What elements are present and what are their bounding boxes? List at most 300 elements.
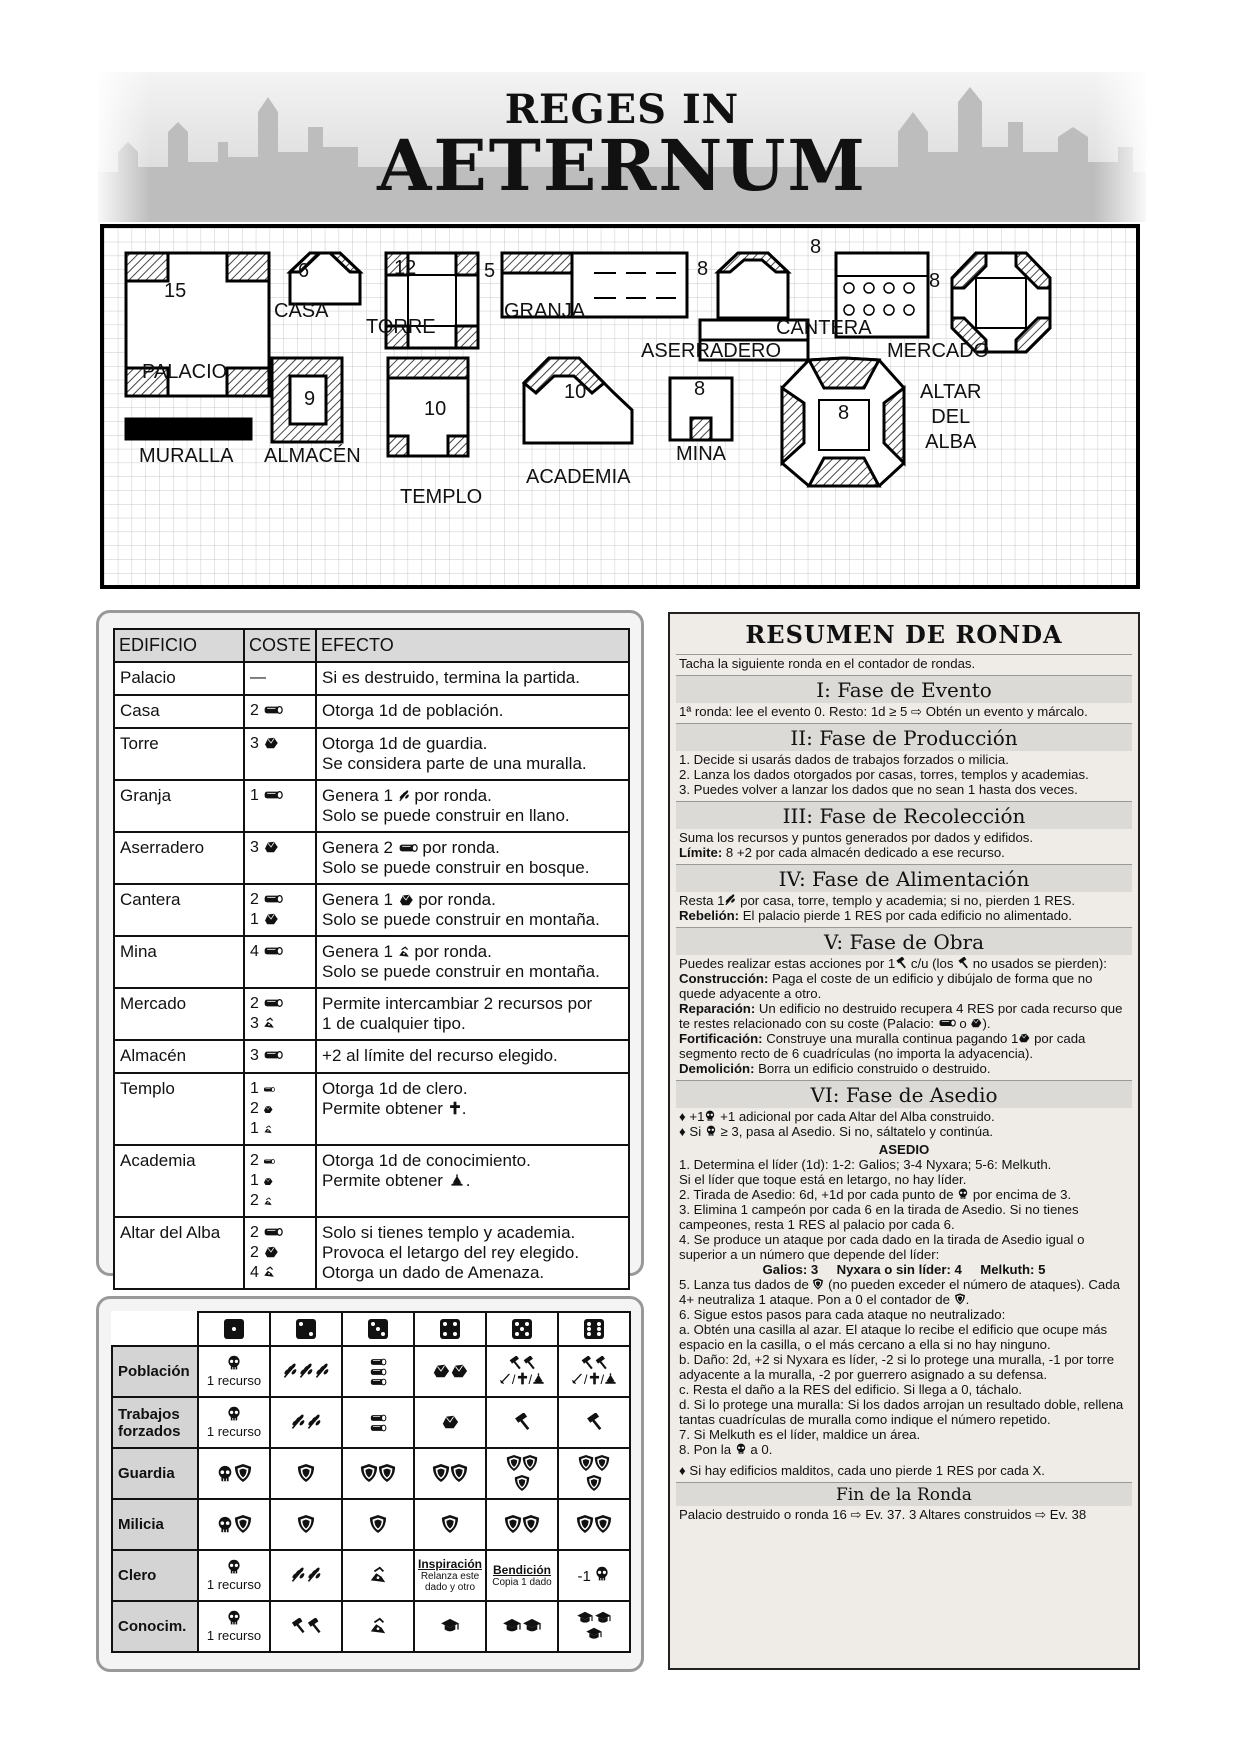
reparacion-text: ). xyxy=(982,1016,991,1031)
cost-amount: 3 xyxy=(250,1047,259,1064)
effect-line: Permite intercambiar 2 recursos por xyxy=(322,994,593,1013)
wheat-icon xyxy=(306,1414,322,1430)
building-effect xyxy=(316,832,629,884)
muralla-label: MURALLA xyxy=(139,445,234,467)
hammer-icon xyxy=(580,1356,594,1370)
recurso-text: 1 recurso xyxy=(206,1424,262,1439)
building-cost: — xyxy=(244,662,316,695)
end-text: Palacio destruido o ronda 16 ⇨ Ev. 37. 3 Altares construidos ⇨ Ev. 38 xyxy=(679,1507,1087,1522)
effect-line: Solo se puede construir en montaña. xyxy=(322,962,600,981)
limite-label: Límite: xyxy=(679,845,723,860)
table-row xyxy=(112,1346,630,1397)
header-edificio: EDIFICIO xyxy=(114,629,244,662)
fortificacion-text: Construye una muralla continua pagando 1 xyxy=(762,1031,1019,1046)
cantera-value: 8 xyxy=(810,236,822,258)
wheat-icon xyxy=(724,894,736,906)
building-name: Torre xyxy=(114,728,244,780)
stone-icon xyxy=(263,737,279,749)
phase-6-title: VI: Fase de Asedio xyxy=(676,1080,1132,1108)
ore-icon xyxy=(263,1017,275,1029)
torre-label: TORRE xyxy=(366,316,436,338)
row-label: Clero xyxy=(112,1550,198,1601)
buildings-table-panel xyxy=(96,610,644,1282)
asedio-step: (no pueden exceder el número de ataques). Cada 4+ neutraliza 1 ataque. Pon a 0 el contador de xyxy=(679,1277,1120,1307)
header-coste: COSTE xyxy=(244,629,316,662)
building-name: Altar del Alba xyxy=(114,1217,244,1289)
building-effect xyxy=(316,728,629,780)
wheat-icon xyxy=(290,1414,306,1430)
asedio-step: a 0. xyxy=(746,1442,773,1457)
table-row xyxy=(114,780,629,832)
inspiracion-text: Relanza este dado y otro xyxy=(420,1571,480,1593)
phase-4-text-part: Resta 1 xyxy=(679,893,725,908)
phase-5-text-part: c/u (los xyxy=(907,956,958,971)
table-row xyxy=(114,1145,629,1217)
building-cost xyxy=(244,884,316,936)
log-icon xyxy=(263,1085,275,1094)
dice-cell xyxy=(558,1550,630,1601)
muralla-shape xyxy=(126,419,251,439)
phase-6-text-part: +1 adicional por cada Altar del Alba construido. xyxy=(716,1109,995,1124)
shield-icon xyxy=(504,1514,522,1534)
phase-6-text-part: ≥ 3, pasa al Asedio. Si no, sáltatelo y continúa. xyxy=(716,1124,994,1139)
cost-amount: 2 xyxy=(250,1244,259,1261)
dice-cell xyxy=(342,1601,414,1652)
dice-cell xyxy=(270,1397,342,1448)
dice-cell xyxy=(486,1499,558,1550)
table-row xyxy=(114,695,629,728)
dice-cell xyxy=(414,1550,486,1601)
phase-4-text xyxy=(676,892,1132,924)
dice-cell xyxy=(558,1601,630,1652)
table-row xyxy=(112,1499,630,1550)
cost-amount: 2 xyxy=(250,891,259,908)
casa-label: CASA xyxy=(274,300,329,322)
building-name: Mercado xyxy=(114,988,244,1040)
die-5-icon xyxy=(486,1312,558,1346)
shield-icon xyxy=(450,1463,468,1483)
cost-amount: 3 xyxy=(250,1015,259,1032)
asedio-step: 6. Sigue estos pasos para cada ataque no neutralizado: xyxy=(679,1307,1006,1322)
asedio-step: por encima de 3. xyxy=(969,1187,1072,1202)
table-row xyxy=(114,884,629,936)
cross-icon xyxy=(448,1101,462,1115)
effect-line: Otorga un dado de Amenaza. xyxy=(322,1263,545,1282)
table-row xyxy=(114,1040,629,1073)
phase-2-title: II: Fase de Producción xyxy=(676,723,1132,751)
log-icon xyxy=(263,997,283,1009)
demolicion-text: Borra un edificio construido o destruido. xyxy=(754,1061,991,1076)
table-row xyxy=(112,1448,630,1499)
dice-cell xyxy=(558,1448,630,1499)
ore-icon xyxy=(263,1125,273,1134)
skull-icon xyxy=(704,1110,716,1122)
mercado-label: MERCADO xyxy=(887,340,990,362)
cost-amount: 2 xyxy=(250,1192,259,1209)
summary-title: RESUMEN DE RONDA xyxy=(745,620,1063,649)
effect-line: Se considera parte de una muralla. xyxy=(322,754,587,773)
academia-value: 10 xyxy=(564,381,587,403)
granja-value: 5 xyxy=(484,260,496,282)
log-icon xyxy=(938,1017,956,1029)
shield-icon xyxy=(506,1454,522,1472)
table-row xyxy=(114,1217,629,1289)
asedio-step: 5. Lanza tus dados de xyxy=(679,1277,809,1292)
skull-icon xyxy=(216,1516,234,1534)
effect-text: Genera 1 xyxy=(322,890,393,909)
academia-label: ACADEMIA xyxy=(526,466,631,488)
shield-icon xyxy=(522,1514,540,1534)
stone-icon xyxy=(450,1363,468,1379)
rebelion-text: El palacio pierde 1 RES por cada edificio no alimentado. xyxy=(739,908,1072,923)
log-icon xyxy=(369,1377,387,1387)
stone-icon xyxy=(970,1017,982,1029)
dice-cell xyxy=(270,1601,342,1652)
shield-icon xyxy=(297,1514,315,1534)
graduation-cap-icon xyxy=(522,1618,542,1634)
palacio-value: 15 xyxy=(164,280,187,302)
dice-cell xyxy=(198,1397,270,1448)
log-icon xyxy=(263,1049,283,1061)
building-cost xyxy=(244,1040,316,1073)
building-effect xyxy=(316,1217,629,1289)
building-cost xyxy=(244,832,316,884)
asedio-step: 8. Pon la xyxy=(679,1442,732,1457)
recurso-text: 1 recurso xyxy=(206,1628,262,1643)
row-label: Población xyxy=(112,1346,198,1397)
dice-results-table xyxy=(111,1311,631,1653)
cost-amount: 1 xyxy=(250,911,259,928)
building-cost xyxy=(244,780,316,832)
melkuth-threshold: Melkuth: 5 xyxy=(980,1262,1046,1277)
die-2-icon xyxy=(270,1312,342,1346)
cross-icon xyxy=(516,1372,529,1385)
dice-cell xyxy=(342,1448,414,1499)
phase-6-text: ♦ +1 +1 adicional por cada Altar del Alba construido. ♦ Si ≥ 3, pasa al Asedio. Si no, sáltatelo y continúa. ASEDIO 1. Determina el líder (1d): 1-2: Galios; 3-4 Nyxara; 5-6: Melkuth. Si el líder que toque está en letargo, no hay líder. 2. Tirada de Asedio: 6d, +1d por cada punto de por encima de 3. 3. Elimina 1 campeón por cada 6 en la tirada de Asedio. Si no tienes campeones, resta 1 RES al palacio por cada 6. 4. Se produce un ataque por cada dado en la tirada de Asedio igual o superior a un número que depende del líder: Galios: 3 Nyxara o sin líder: 4 Melkuth: 5 5. Lanza tus dados de (no pueden exceder el número de ataques). Cada 4+ neutraliza 1 ataque. Pon a 0 el contador de . 6. Sigue estos pasos para cada ataque no neutralizado: a. Obtén una casilla al azar. El ataque lo recibe el edificio que ocupe más espacio en la casilla, o el más cercano a ella si no hay ninguno. b. Daño: 2d, +2 si Nyxara es líder, -2 si lo protege una muralla, -1 por torre adyacente a la muralla, -2 por guerrero asignado a su defensa. c. Resta el daño a la RES del edificio. Si llega a 0, táchalo. d. Si lo protege una muralla: Si los dados arrojan un resultado doble, rellena tantas cuadrículas de muralla como indique el número repetido. 7. Si Melkuth es el líder, maldice un área. 8. Pon la a 0. ♦ Si hay edificios malditos, cada uno pierde 1 RES por cada X. xyxy=(676,1108,1132,1479)
ore-icon xyxy=(263,1197,273,1206)
row-label: Trabajos forzados xyxy=(112,1397,198,1448)
table-row xyxy=(114,662,629,695)
building-effect xyxy=(316,988,629,1040)
skull-icon xyxy=(594,1566,610,1582)
effect-line: Otorga 1d de clero. xyxy=(322,1079,468,1098)
effect-text: Genera 1 xyxy=(322,786,393,805)
buildings-table xyxy=(113,628,630,1290)
effect-line: Otorga 1d de conocimiento. xyxy=(322,1151,531,1170)
cost-amount: 2 xyxy=(250,1152,259,1169)
graduation-cap-icon xyxy=(440,1618,460,1634)
phase-5-text-part: Puedes realizar estas acciones por 1 xyxy=(679,956,896,971)
casa-value: 6 xyxy=(298,260,310,282)
phase-1-text: 1ª ronda: lee el evento 0. Resto: 1d ≥ 5 ⇨ Obtén un evento y márcalo. xyxy=(679,704,1088,719)
palacio-label: PALACIO xyxy=(142,361,228,383)
book-icon xyxy=(448,1173,466,1187)
dice-cell xyxy=(198,1448,270,1499)
graduation-cap-icon xyxy=(585,1627,603,1641)
dice-cell xyxy=(342,1550,414,1601)
hammer-icon xyxy=(594,1356,608,1370)
phase-6-text-part: +1 xyxy=(689,1109,705,1124)
book-icon xyxy=(604,1372,617,1385)
effect-text: por ronda. xyxy=(409,942,492,961)
building-name: Palacio xyxy=(114,662,244,695)
table-row xyxy=(112,1397,630,1448)
phase-6-text-part: Si xyxy=(689,1124,702,1139)
construccion-text: Paga el coste de un edificio y dibújalo de forma que no quede adyacente a otro. xyxy=(679,971,1093,1001)
table-row xyxy=(114,1073,629,1145)
ore-icon xyxy=(398,946,410,958)
stone-icon xyxy=(441,1414,459,1430)
stone-icon xyxy=(432,1363,450,1379)
building-effect xyxy=(316,884,629,936)
wheat-icon xyxy=(314,1363,330,1379)
demolicion-label: Demolición: xyxy=(679,1061,755,1076)
effect-line: Solo se puede construir en montaña. xyxy=(322,910,600,929)
building-cost xyxy=(244,1073,316,1145)
templo-label: TEMPLO xyxy=(400,486,483,508)
altar-label xyxy=(920,380,982,455)
asedio-step: 2. Tirada de Asedio: 6d, +1d por cada punto de xyxy=(679,1187,954,1202)
phase-3-line: Suma los recursos y puntos generados por dados y edifidos. xyxy=(679,830,1034,845)
log-icon xyxy=(263,704,283,716)
log-icon xyxy=(369,1413,387,1423)
asedio-substep: b. Daño: 2d, +2 si Nyxara es líder, -2 si lo protege una muralla, -1 por torre adyacente a la muralla, -2 por guerrero asignado a su defensa. xyxy=(679,1352,1115,1382)
asedio-step: Si el líder que toque está en letargo, no hay líder. xyxy=(679,1172,967,1187)
shield-icon xyxy=(234,1514,252,1534)
dice-cell xyxy=(486,1550,558,1601)
cost-amount: 1 xyxy=(250,1120,259,1137)
building-cost xyxy=(244,1145,316,1217)
building-cost xyxy=(244,728,316,780)
bendicion-label: Bendición xyxy=(492,1562,551,1577)
effect-text: . xyxy=(461,1099,467,1118)
header-efecto: EFECTO xyxy=(316,629,629,662)
dice-cell xyxy=(414,1448,486,1499)
construccion-label: Construcción: xyxy=(679,971,769,986)
granja-label: GRANJA xyxy=(504,300,586,322)
hammer-icon xyxy=(522,1356,536,1370)
dice-cell xyxy=(342,1397,414,1448)
stone-icon xyxy=(1018,1032,1030,1044)
log-icon xyxy=(369,1357,387,1367)
cost-amount: 1 xyxy=(250,787,259,804)
cost-amount: 3 xyxy=(250,839,259,856)
row-label: Guardia xyxy=(112,1448,198,1499)
title-line-1: REGES IN xyxy=(504,86,740,133)
asedio-substep: c. Resta el daño a la RES del edificio. Si llega a 0, táchalo. xyxy=(679,1382,1023,1397)
log-icon xyxy=(369,1423,387,1433)
phase-2-text xyxy=(676,751,1132,798)
building-name: Granja xyxy=(114,780,244,832)
table-row xyxy=(114,728,629,780)
bendicion-text: Copia 1 dado xyxy=(492,1576,552,1588)
building-cost xyxy=(244,988,316,1040)
building-cost xyxy=(244,936,316,988)
log-icon xyxy=(398,842,418,854)
wheat-icon xyxy=(398,790,410,802)
effect-line: 1 de cualquier tipo. xyxy=(322,1014,466,1033)
log-icon xyxy=(263,1157,275,1166)
die-6-icon xyxy=(558,1312,630,1346)
building-effect xyxy=(316,1073,629,1145)
shield-icon xyxy=(594,1514,612,1534)
effect-text: Genera 2 xyxy=(322,838,393,857)
dice-cell xyxy=(486,1397,558,1448)
effect-text: por ronda. xyxy=(409,786,492,805)
cost-amount: 4 xyxy=(250,1264,259,1281)
stone-icon xyxy=(263,1246,279,1258)
effect-text: . xyxy=(465,1171,471,1190)
book-icon xyxy=(532,1372,545,1385)
dice-cell: / / xyxy=(558,1346,630,1397)
cost-amount: 2 xyxy=(250,1100,259,1117)
dice-cell xyxy=(270,1550,342,1601)
effect-line: Solo se puede construir en bosque. xyxy=(322,858,590,877)
altar-label-1: ALTAR xyxy=(920,381,982,403)
shield-icon xyxy=(234,1463,252,1483)
building-effect xyxy=(316,780,629,832)
dice-cell xyxy=(198,1550,270,1601)
die-3-icon xyxy=(342,1312,414,1346)
effect-text: Permite obtener xyxy=(322,1171,443,1190)
shield-icon xyxy=(360,1463,378,1483)
shield-icon xyxy=(812,1278,824,1290)
galios-threshold: Galios: 3 xyxy=(762,1262,819,1277)
dice-cell: / / xyxy=(486,1346,558,1397)
limite-text: 8 +2 por cada almacén dedicado a ese recurso. xyxy=(722,845,1005,860)
table-row xyxy=(114,832,629,884)
altar-label-3: ALBA xyxy=(925,431,977,453)
building-name: Templo xyxy=(114,1073,244,1145)
building-cost xyxy=(244,1217,316,1289)
title-banner xyxy=(98,72,1146,222)
asedio-step: 4. Se produce un ataque por cada dado en la tirada de Asedio igual o superior a un número que depende del líder: xyxy=(679,1232,1085,1262)
cross-icon xyxy=(588,1372,601,1385)
table-row xyxy=(114,988,629,1040)
log-icon xyxy=(263,789,283,801)
shield-icon xyxy=(378,1463,396,1483)
building-effect: Si es destruido, termina la partida. xyxy=(316,662,629,695)
summary-intro: Tacha la siguiente ronda en el contador de rondas. xyxy=(676,654,1132,672)
phase-5-text-part: no usados se pierden): xyxy=(969,956,1107,971)
dice-cell xyxy=(198,1346,270,1397)
dice-cell xyxy=(414,1346,486,1397)
shield-icon xyxy=(594,1454,610,1472)
hammer-icon xyxy=(957,957,969,969)
graduation-cap-icon xyxy=(576,1611,594,1625)
shield-icon xyxy=(522,1454,538,1472)
die-4-icon xyxy=(414,1312,486,1346)
log-icon xyxy=(369,1367,387,1377)
dice-cell xyxy=(558,1397,630,1448)
shield-icon xyxy=(514,1474,530,1492)
inspiracion-label: Inspiración xyxy=(417,1557,482,1571)
log-icon xyxy=(263,893,283,905)
building-effect: Otorga 1d de población. xyxy=(316,695,629,728)
dice-cell xyxy=(198,1601,270,1652)
hammer-icon xyxy=(585,1413,603,1431)
graduation-cap-icon xyxy=(502,1618,522,1634)
log-icon xyxy=(263,945,283,957)
cost-amount: 2 xyxy=(250,702,259,719)
shield-icon xyxy=(954,1293,966,1305)
building-shapes-board xyxy=(100,224,1140,589)
cost-amount: 1 xyxy=(250,1172,259,1189)
cost-amount: 1 xyxy=(250,1080,259,1097)
dice-cell xyxy=(270,1346,342,1397)
hammer-icon xyxy=(513,1413,531,1431)
effect-line: Provoca el letargo del rey elegido. xyxy=(322,1243,580,1262)
skull-icon xyxy=(735,1443,747,1455)
end-title: Fin de la Ronda xyxy=(676,1482,1132,1506)
cost-amount: 2 xyxy=(250,1224,259,1241)
cantera-label: CANTERA xyxy=(776,317,872,339)
phase-5-text xyxy=(676,955,1132,1077)
phase-3-text xyxy=(676,829,1132,861)
building-name: Casa xyxy=(114,695,244,728)
reparacion-text: o xyxy=(955,1016,971,1031)
table-row xyxy=(112,1550,630,1601)
shield-icon xyxy=(369,1514,387,1534)
cursed-buildings-rule: Si hay edificios malditos, cada uno pierde 1 RES por cada X. xyxy=(689,1463,1045,1478)
wheat-icon xyxy=(290,1567,306,1583)
ore-icon xyxy=(263,1266,275,1278)
asedio-substep: a. Obtén una casilla al azar. El ataque lo recibe el edificio que ocupe más espacio en la casilla, o el más cercano a ella si no hay ninguno. xyxy=(679,1322,1108,1352)
shield-icon xyxy=(586,1474,602,1492)
dice-cell xyxy=(414,1397,486,1448)
fortificacion-text: por cada segmento recto de 6 cuadrículas (no importa la adyacencia). xyxy=(679,1031,1086,1061)
asedio-step: . xyxy=(965,1292,970,1307)
aserradero-value: 8 xyxy=(697,258,709,280)
shield-icon xyxy=(297,1463,315,1483)
stone-icon xyxy=(398,894,414,906)
shield-icon xyxy=(576,1514,594,1534)
skull-icon xyxy=(226,1610,242,1626)
log-icon xyxy=(263,1226,283,1238)
almacen-value: 9 xyxy=(304,388,316,410)
wheat-icon xyxy=(282,1363,298,1379)
dice-cell xyxy=(342,1346,414,1397)
phase-2-line: 3. Puedes volver a lanzar los dados que no sean 1 hasta dos veces. xyxy=(679,782,1078,797)
leader-thresholds xyxy=(679,1262,1129,1277)
stone-icon xyxy=(263,1105,273,1114)
shield-icon xyxy=(578,1454,594,1472)
cost-amount: 4 xyxy=(250,943,259,960)
sword-icon xyxy=(499,1372,512,1385)
torre-value: 12 xyxy=(394,257,417,279)
effect-line: Otorga 1d de guardia. xyxy=(322,734,488,753)
asedio-heading: ASEDIO xyxy=(878,1142,930,1157)
aserradero-label: ASERRADERO xyxy=(641,340,782,362)
rebelion-label: Rebelión: xyxy=(679,908,740,923)
cost-amount: 2 xyxy=(250,995,259,1012)
dice-table-panel xyxy=(96,1296,644,1672)
skull-icon xyxy=(957,1188,969,1200)
building-name: Aserradero xyxy=(114,832,244,884)
asedio-step: 3. Elimina 1 campeón por cada 6 en la tirada de Asedio. Si no tienes campeones, resta 1 RES al palacio por cada 6. xyxy=(679,1202,1079,1232)
graduation-cap-icon xyxy=(594,1611,612,1625)
asedio-step: 1. Determina el líder (1d): 1-2: Galios; 3-4 Nyxara; 5-6: Melkuth. xyxy=(679,1157,1052,1172)
mercado-value: 8 xyxy=(929,270,941,292)
dice-cell xyxy=(342,1499,414,1550)
row-label: Conocim. xyxy=(112,1601,198,1652)
shield-icon xyxy=(432,1463,450,1483)
building-name: Cantera xyxy=(114,884,244,936)
round-summary-panel xyxy=(668,612,1140,1670)
shield-icon xyxy=(441,1514,459,1534)
effect-line: Solo se puede construir en llano. xyxy=(322,806,570,825)
phase-4-text-part: por casa, torre, templo y academia; si no, pierden 1 RES. xyxy=(736,893,1076,908)
